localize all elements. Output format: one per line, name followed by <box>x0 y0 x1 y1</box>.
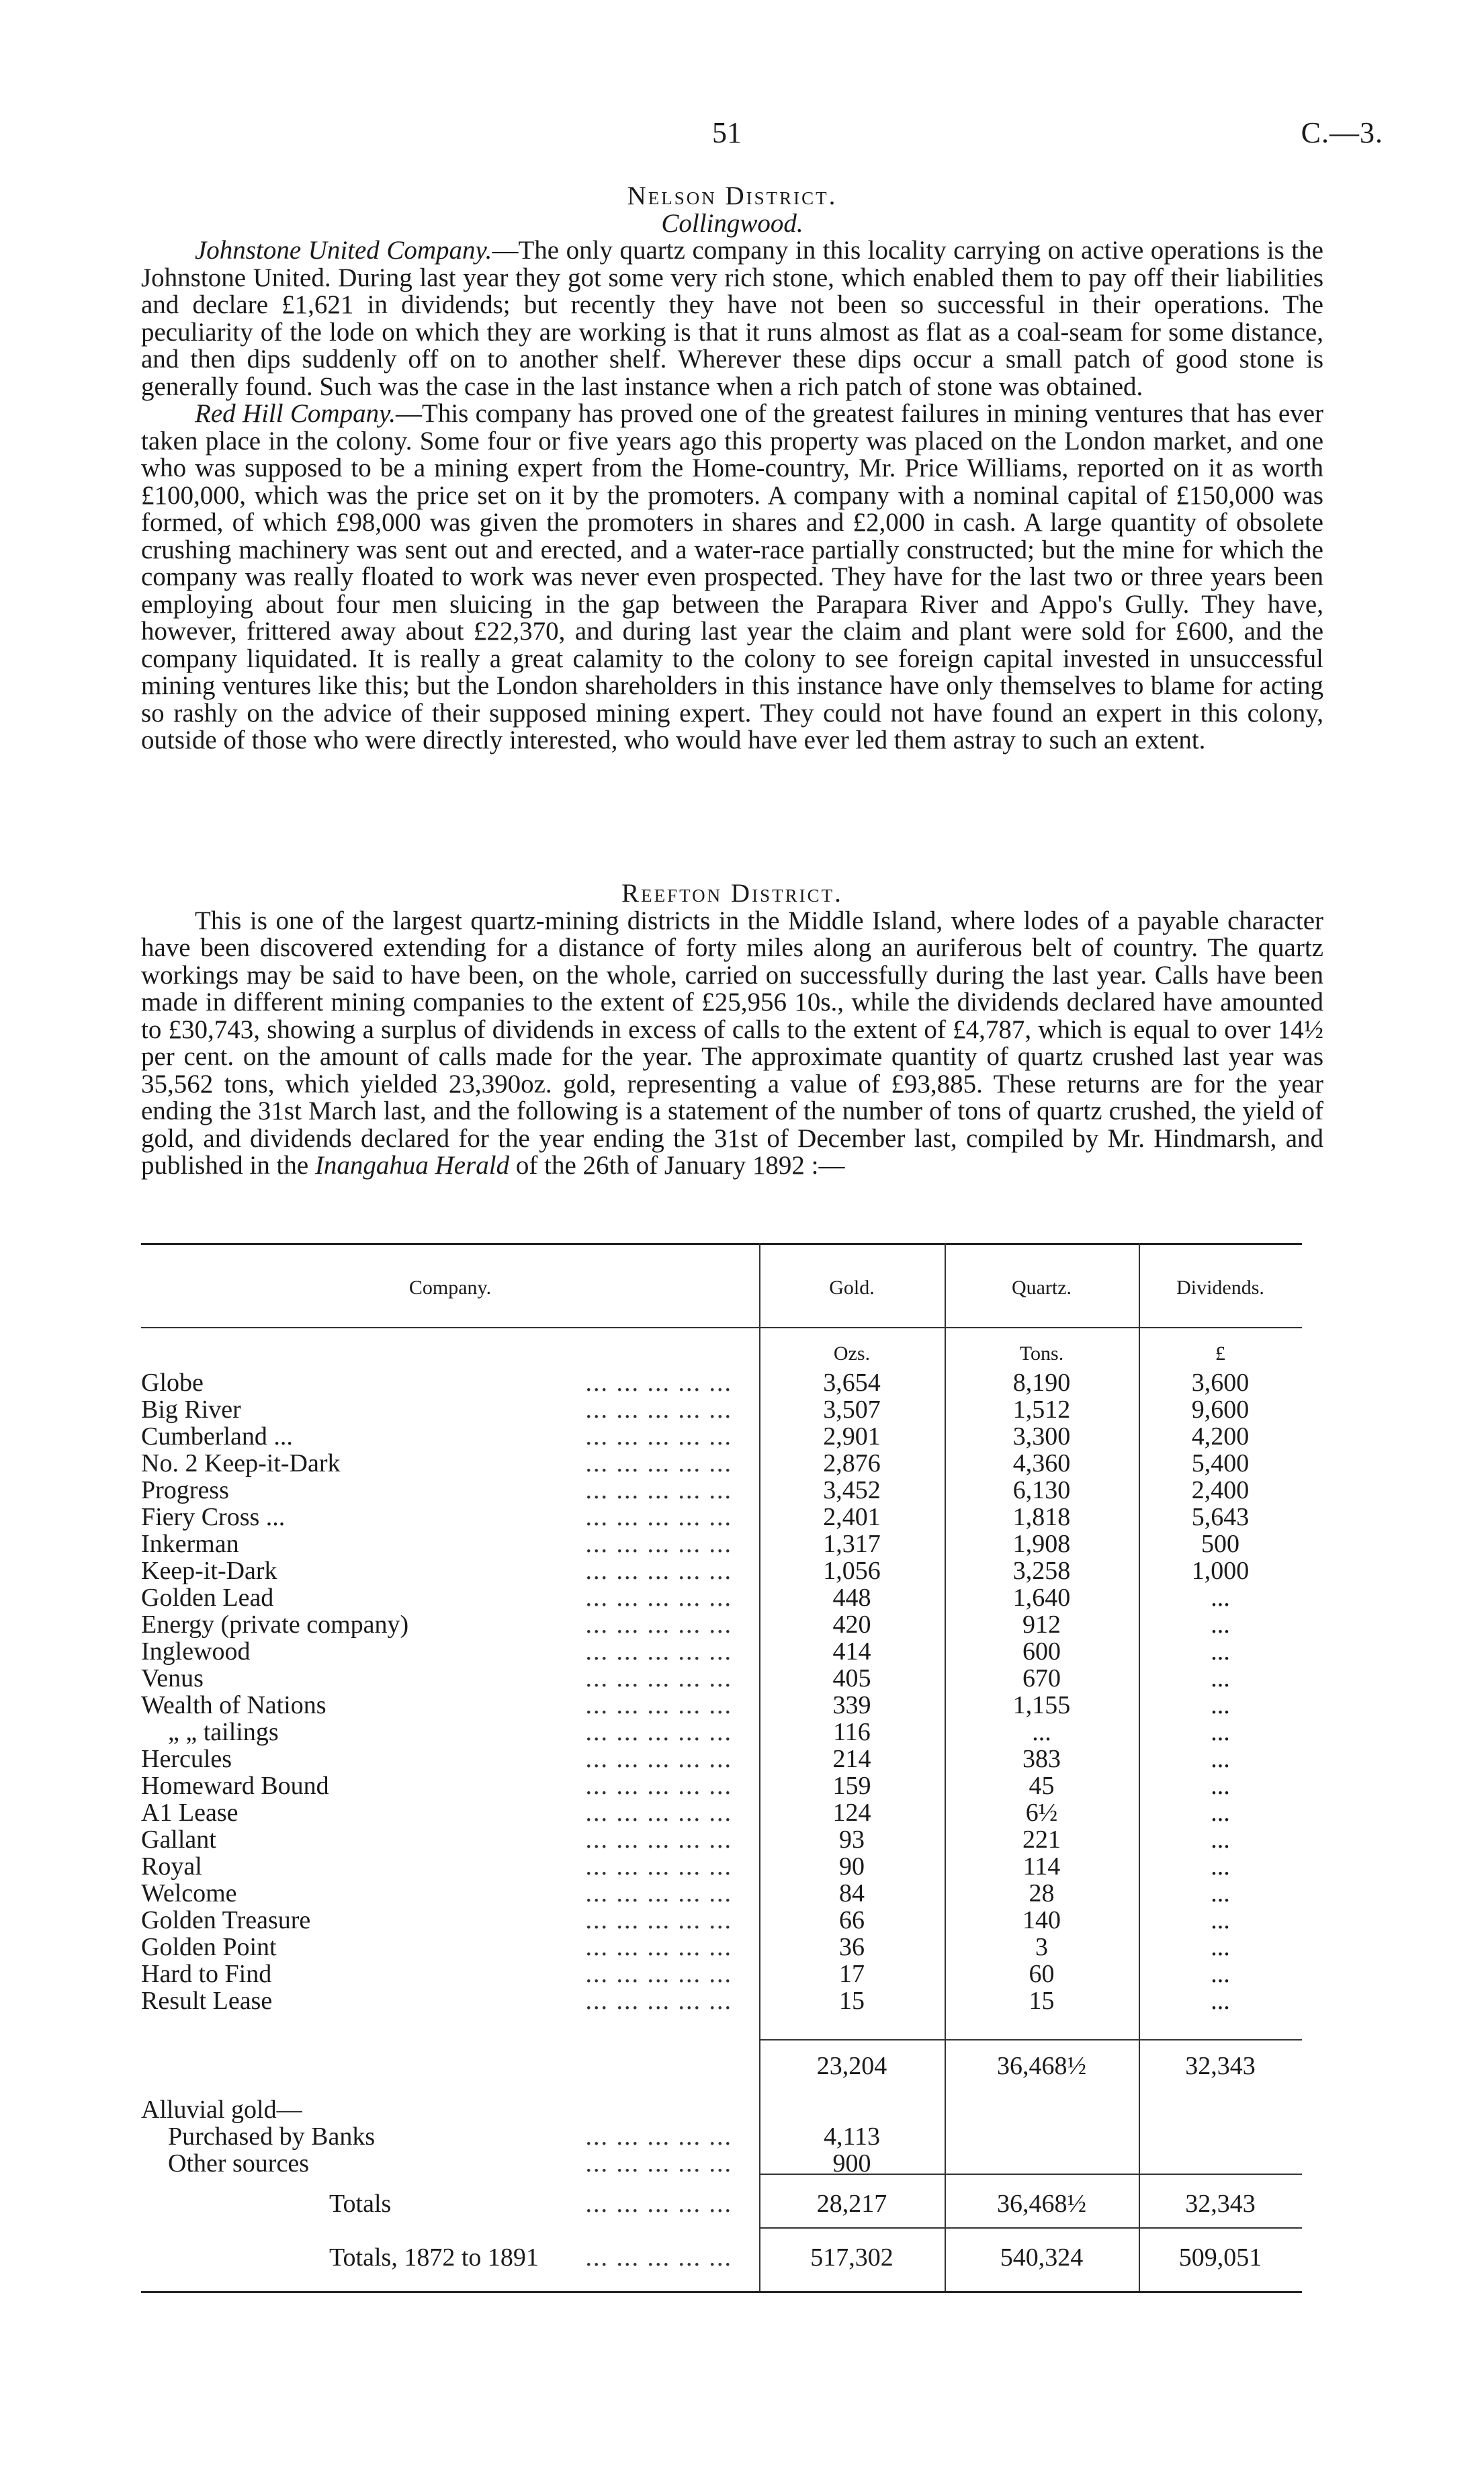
company-name: Totals, 1872 to 1891 <box>329 2244 539 2271</box>
dividends-cell: 9,600 <box>1191 1395 1250 1424</box>
dividends-cell: 2,400 <box>1191 1476 1250 1504</box>
gold-cell: 66 <box>839 1906 865 1934</box>
paragraph-text: —The only quartz company in this locality carrying on active operations is the Johnstone United. During last year they got some very rich stone, which enabled them to pay off their liabilities and declare £1,621 in dividends; but recently they have not been so successful in their operations. The peculiarity of the lode on which they are working is that it runs almost as flat as a coal-seam for some distance, and then dips suddenly off on to another shelf. Wherever these dips occur a small patch of good stone is generally found. Such was the case in the last instance when a rich patch of stone was obtained. <box>141 236 1323 401</box>
gold-cell: 159 <box>832 1772 871 1800</box>
company-name: Golden Point <box>141 1934 277 1961</box>
gold-cell: 84 <box>839 1879 865 1907</box>
unit-dividends: £ <box>1215 1342 1225 1365</box>
leader-dots: ... ... ... ... ... <box>585 1719 732 1746</box>
table-row <box>141 1987 1302 2014</box>
leader-dots: ... ... ... ... ... <box>585 1369 732 1396</box>
page-number: 51 <box>712 116 742 149</box>
company-name: Wealth of Nations <box>141 1692 326 1719</box>
table-row <box>141 1961 1302 1987</box>
dividends-cell: ... <box>1211 1610 1230 1639</box>
company-name: Royal <box>141 1853 202 1880</box>
table-row <box>141 1826 1302 1853</box>
company-name: Venus <box>141 1665 204 1692</box>
document-reference: C.—3. <box>1301 116 1383 149</box>
dividends-cell: ... <box>1211 1772 1230 1800</box>
table-row <box>141 1719 1302 1746</box>
table-row <box>141 1611 1302 1638</box>
company-name: Gallant <box>141 1826 216 1853</box>
dividends-cell: ... <box>1211 1691 1230 1719</box>
company-name-cell <box>141 1504 759 1531</box>
gold-cell: 116 <box>833 1718 871 1746</box>
gold-cell: 2,876 <box>823 1449 881 1477</box>
company-name: Globe <box>141 1369 204 1396</box>
unit-quartz: Tons. <box>1019 1342 1064 1365</box>
gold-cell: 339 <box>832 1691 871 1719</box>
table-row <box>141 1799 1302 1826</box>
leader-dots: ... ... ... ... ... <box>585 1961 732 1987</box>
table-row <box>141 1504 1302 1531</box>
company-name: Golden Treasure <box>141 1907 311 1934</box>
dividends-cell: ... <box>1211 1584 1230 1612</box>
column-header-dividends: Dividends. <box>1176 1277 1264 1299</box>
company-name-cell <box>141 1746 759 1772</box>
nelson-section <box>141 183 1323 755</box>
quartz-cell: 1,908 <box>1012 1530 1071 1558</box>
company-name-cell <box>141 1584 759 1611</box>
gold-cell: 93 <box>839 1825 865 1854</box>
gold-cell: 405 <box>832 1664 871 1692</box>
table-row <box>141 1934 1302 1961</box>
leader-dots: ... ... ... ... ... <box>585 1557 732 1584</box>
quartz-cell: 1,512 <box>1012 1395 1071 1424</box>
table-row <box>141 1853 1302 1880</box>
company-name: Purchased by Banks <box>168 2123 376 2150</box>
newspaper-title: Inangahua Herald <box>314 1151 510 1180</box>
table-row <box>141 1450 1302 1477</box>
leader-dots: ... ... ... ... ... <box>585 1826 732 1853</box>
quartz-cell: 114 <box>1022 1852 1061 1881</box>
quartz-cell: 3 <box>1035 1933 1048 1961</box>
table-bottom-rule <box>141 2291 1302 2293</box>
gold-cell: 90 <box>839 1852 865 1881</box>
company-name: Homeward Bound <box>141 1772 329 1799</box>
dividends-cell: ... <box>1211 1987 1230 2015</box>
dividends-cell: ... <box>1211 1879 1230 1907</box>
dividends-cell: 509,051 <box>1178 2243 1262 2272</box>
gold-cell: 4,113 <box>823 2122 881 2151</box>
leader-dots: ... ... ... ... ... <box>585 1772 732 1799</box>
leader-dots: ... ... ... ... ... <box>585 1396 732 1423</box>
company-name-cell <box>141 1907 759 1934</box>
company-name-cell <box>141 1531 759 1557</box>
dividends-cell: ... <box>1211 1825 1230 1854</box>
gold-cell: 448 <box>832 1584 871 1612</box>
company-name-cell <box>141 1772 759 1799</box>
company-name: Fiery Cross ... <box>141 1504 286 1531</box>
leader-dots: ... ... ... ... ... <box>585 2123 732 2150</box>
table-row <box>141 1692 1302 1719</box>
quartz-cell: 140 <box>1022 1906 1061 1934</box>
quartz-cell: 540,324 <box>1000 2243 1084 2272</box>
quartz-cell: 670 <box>1022 1664 1061 1692</box>
gold-cell: 3,654 <box>823 1369 881 1397</box>
company-name-cell <box>141 2150 786 2177</box>
company-name: Golden Lead <box>141 1584 274 1611</box>
company-name: Other sources <box>168 2150 309 2177</box>
dividends-cell: ... <box>1211 1960 1230 1988</box>
totals-range-row <box>141 2244 1302 2271</box>
reefton-section <box>141 880 1323 1180</box>
quartz-cell: 600 <box>1022 1637 1061 1666</box>
leader-dots: ... ... ... ... ... <box>585 1450 732 1477</box>
company-name: No. 2 Keep-it-Dark <box>141 1450 341 1477</box>
dividends-cell: 1,000 <box>1191 1557 1250 1585</box>
dividends-cell: 32,343 <box>1185 2052 1256 2080</box>
gold-cell: 124 <box>832 1799 871 1827</box>
dividends-cell: 5,643 <box>1191 1503 1250 1531</box>
paragraph-text: of the 26th of January 1892 :— <box>509 1151 845 1180</box>
company-name-cell <box>141 1369 759 1396</box>
company-name: Result Lease <box>141 1987 273 2014</box>
leader-dots: ... ... ... ... ... <box>585 1987 732 2014</box>
leader-dots: ... ... ... ... ... <box>585 1907 732 1934</box>
quartz-cell: 3,300 <box>1012 1422 1071 1451</box>
quartz-cell: 6½ <box>1025 1799 1058 1827</box>
quartz-cell: 36,468½ <box>997 2190 1086 2218</box>
company-name-cell <box>141 1396 759 1423</box>
gold-cell: 17 <box>839 1960 865 1988</box>
table-top-rule <box>141 1243 1302 1245</box>
table-row <box>141 1772 1302 1799</box>
table-row <box>141 1531 1302 1557</box>
leader-dots: ... ... ... ... ... <box>585 1665 732 1692</box>
quartz-cell: 36,468½ <box>997 2052 1086 2080</box>
company-name-cell <box>141 1853 759 1880</box>
quartz-cell: ... <box>1032 1718 1051 1746</box>
company-name-cell <box>141 1692 759 1719</box>
company-name-cell <box>141 1719 786 1746</box>
unit-gold: Ozs. <box>833 1342 871 1365</box>
alluvial-row <box>141 2150 1302 2177</box>
gold-cell: 2,401 <box>823 1503 881 1531</box>
dividends-cell: ... <box>1211 1718 1230 1746</box>
gold-cell: 214 <box>832 1745 871 1773</box>
header-rule <box>141 1327 1302 1328</box>
dividends-cell: ... <box>1211 1933 1230 1961</box>
leader-dots: ... ... ... ... ... <box>585 1504 732 1531</box>
column-header-quartz: Quartz. <box>1011 1277 1072 1299</box>
company-name: Cumberland ... <box>141 1423 293 1450</box>
company-name-cell <box>141 1934 759 1961</box>
company-name-cell <box>141 1450 759 1477</box>
quartz-cell: 60 <box>1029 1960 1055 1988</box>
paragraph-reefton <box>141 908 1323 1180</box>
company-name-cell <box>141 1987 759 2014</box>
totals-row <box>141 2190 1302 2217</box>
company-name: Totals <box>329 2190 392 2217</box>
leader-dots: ... ... ... ... ... <box>585 1880 732 1907</box>
company-name-cell <box>141 2123 786 2150</box>
leader-dots: ... ... ... ... ... <box>585 2244 732 2271</box>
leader-dots: ... ... ... ... ... <box>585 2150 732 2177</box>
company-name: Energy (private company) <box>141 1611 409 1638</box>
table-row <box>141 1369 1302 1396</box>
gold-cell: 15 <box>839 1987 865 2015</box>
quartz-cell: 383 <box>1022 1745 1061 1773</box>
leader-dots: ... ... ... ... ... <box>585 1934 732 1961</box>
gold-cell: 1,056 <box>823 1557 881 1585</box>
company-name: Inkerman <box>141 1531 239 1557</box>
gold-cell: 420 <box>832 1610 871 1639</box>
dividends-cell: 32,343 <box>1185 2190 1256 2218</box>
dividends-cell: 500 <box>1201 1530 1239 1558</box>
quartz-cell: 1,818 <box>1012 1503 1071 1531</box>
quartz-cell: 6,130 <box>1012 1476 1071 1504</box>
leader-dots: ... ... ... ... ... <box>585 1611 732 1638</box>
section-subheading-collingwood: Collingwood. <box>661 208 803 238</box>
leader-dots: ... ... ... ... ... <box>585 1799 732 1826</box>
dividends-cell: ... <box>1211 1745 1230 1773</box>
company-name: Welcome <box>141 1880 237 1907</box>
alluvial-row <box>141 2123 1302 2150</box>
gold-cell: 414 <box>832 1637 871 1666</box>
gold-cell: 900 <box>832 2149 871 2178</box>
company-name-cell <box>141 1799 759 1826</box>
company-name: A1 Lease <box>141 1799 238 1826</box>
leader-dots: ... ... ... ... ... <box>585 1531 732 1557</box>
dividends-cell: ... <box>1211 1637 1230 1666</box>
paragraph-johnstone <box>141 237 1323 400</box>
company-name-cell <box>141 1423 759 1450</box>
gold-cell: 1,317 <box>823 1530 881 1558</box>
paragraph-text: This is one of the largest quartz-mining districts in the Middle Island, where lodes of a payable character have been discovered extending for a distance of forty miles along an auriferous belt of country. The quartz workings may be said to have been, on the whole, carried on successfully during the last year. Calls have been made in different mining companies to the extent of £25,956 10s., while the dividends declared have amounted to £30,743, showing a surplus of dividends in excess of calls to the extent of £4,787, which is equal to over 14½ per cent. on the amount of calls made for the year. The approximate quantity of quartz crushed last year was 35,562 tons, which yielded 23,390oz. gold, representing a value of £93,885. These returns are for the year ending the 31st March last, and the following is a statement of the number of tons of quartz crushed, the yield of gold, and dividends declared for the year ending the 31st of December last, compiled by Mr. Hindmarsh, and published in the <box>141 906 1323 1180</box>
table-row <box>141 1396 1302 1423</box>
gold-cell: 3,507 <box>823 1395 881 1424</box>
dividends-cell: ... <box>1211 1799 1230 1827</box>
paragraph-lead: Johnstone United Company. <box>195 236 492 265</box>
company-name: Progress <box>141 1477 229 1504</box>
company-name: Keep-it-Dark <box>141 1557 277 1584</box>
leader-dots: ... ... ... ... ... <box>585 1423 732 1450</box>
company-name-cell <box>141 1961 759 1987</box>
table-row <box>141 1477 1302 1504</box>
quartz-cell: 3,258 <box>1012 1557 1071 1585</box>
gold-cell: 3,452 <box>823 1476 881 1504</box>
company-name-cell <box>141 1826 759 1853</box>
table-row <box>141 1638 1302 1665</box>
section-heading-reefton: Reefton District. <box>621 879 843 908</box>
company-name-cell <box>141 1611 759 1638</box>
leader-dots: ... ... ... ... ... <box>585 1477 732 1504</box>
quartz-cell: 1,155 <box>1012 1691 1071 1719</box>
table-row <box>141 1665 1302 1692</box>
table-row <box>141 1907 1302 1934</box>
totals-range-rule <box>759 2227 1302 2229</box>
company-name-cell <box>141 1638 759 1665</box>
dividends-cell: 3,600 <box>1191 1369 1250 1397</box>
company-name: Hard to Find <box>141 1961 272 1987</box>
paragraph-red-hill <box>141 400 1323 755</box>
quartz-cell: 912 <box>1022 1610 1061 1639</box>
gold-cell: 28,217 <box>816 2190 887 2218</box>
column-header-gold: Gold. <box>829 1277 875 1299</box>
table-row <box>141 1423 1302 1450</box>
quartz-cell: 15 <box>1029 1987 1055 2015</box>
subtotal-row <box>141 2053 1302 2079</box>
paragraph-text: —This company has proved one of the greatest failures in mining ventures that has ever taken place in the colony. Some four or five years ago this property was placed on the London market, and one who was supposed to be a mining expert from the Home-country, Mr. Price Williams, reported on it as worth £100,000, which was the price set on it by the promoters. A company with a nominal capital of £150,000 was formed, of which £98,000 was given the promoters in shares and £2,000 in cash. A large quantity of obsolete crushing machinery was sent out and erected, and a water-race partially constructed; but the mine for which the company was really floated to work was never even prospected. They have for the last two or three years been employing about four men sluicing in the gap between the Parapara River and Appo's Gully. They have, however, frittered away about £22,370, and during last year the claim and plant were sold for £600, and the company liquidated. It is really a great calamity to the colony to see foreign capital invested in unsuccessful mining ventures like this; but the London shareholders in this instance have only themselves to blame for acting so rashly on the advice of their supposed mining expert. They could not have found an expert in this colony, outside of those who were directly interested, who would have ever led them astray to such an extent. <box>141 399 1324 755</box>
quartz-cell: 8,190 <box>1012 1369 1071 1397</box>
totals-rule <box>759 2174 1302 2175</box>
leader-dots: ... ... ... ... ... <box>585 1638 732 1665</box>
quartz-cell: 45 <box>1029 1772 1055 1800</box>
dividends-cell: ... <box>1211 1852 1230 1881</box>
quartz-cell: 1,640 <box>1012 1584 1071 1612</box>
company-name-cell <box>141 1557 759 1584</box>
subtotal-rule <box>759 2039 1302 2040</box>
leader-dots: ... ... ... ... ... <box>585 1584 732 1611</box>
paragraph-lead: Red Hill Company. <box>195 399 396 428</box>
company-name-cell <box>141 1477 759 1504</box>
table-row <box>141 1880 1302 1907</box>
alluvial-label-row <box>141 2096 1302 2123</box>
quartz-cell: 28 <box>1029 1879 1055 1907</box>
gold-cell: 23,204 <box>816 2052 887 2080</box>
leader-dots: ... ... ... ... ... <box>585 1853 732 1880</box>
company-name-cell <box>141 1880 759 1907</box>
dividends-cell: 5,400 <box>1191 1449 1250 1477</box>
quartz-cell: 221 <box>1022 1825 1061 1854</box>
gold-cell: 517,302 <box>810 2243 893 2272</box>
dividends-cell: 4,200 <box>1191 1422 1250 1451</box>
gold-cell: 2,901 <box>823 1422 881 1451</box>
leader-dots: ... ... ... ... ... <box>585 2190 732 2217</box>
quartz-cell: 4,360 <box>1012 1449 1071 1477</box>
section-heading-nelson: Nelson District. <box>627 181 838 210</box>
company-name: Big River <box>141 1396 241 1423</box>
table-row <box>141 1746 1302 1772</box>
leader-dots: ... ... ... ... ... <box>585 1746 732 1772</box>
company-name-cell <box>141 1665 759 1692</box>
dividends-cell: ... <box>1211 1664 1230 1692</box>
leader-dots: ... ... ... ... ... <box>585 1692 732 1719</box>
alluvial-label: Alluvial gold— <box>141 2096 302 2123</box>
dividends-cell: ... <box>1211 1906 1230 1934</box>
table-row <box>141 1584 1302 1611</box>
company-name: „ „ tailings <box>168 1719 279 1746</box>
gold-cell: 36 <box>839 1933 865 1961</box>
company-name: Hercules <box>141 1746 232 1772</box>
column-header-company: Company. <box>408 1277 492 1299</box>
table-row <box>141 1557 1302 1584</box>
company-name: Inglewood <box>141 1638 251 1665</box>
